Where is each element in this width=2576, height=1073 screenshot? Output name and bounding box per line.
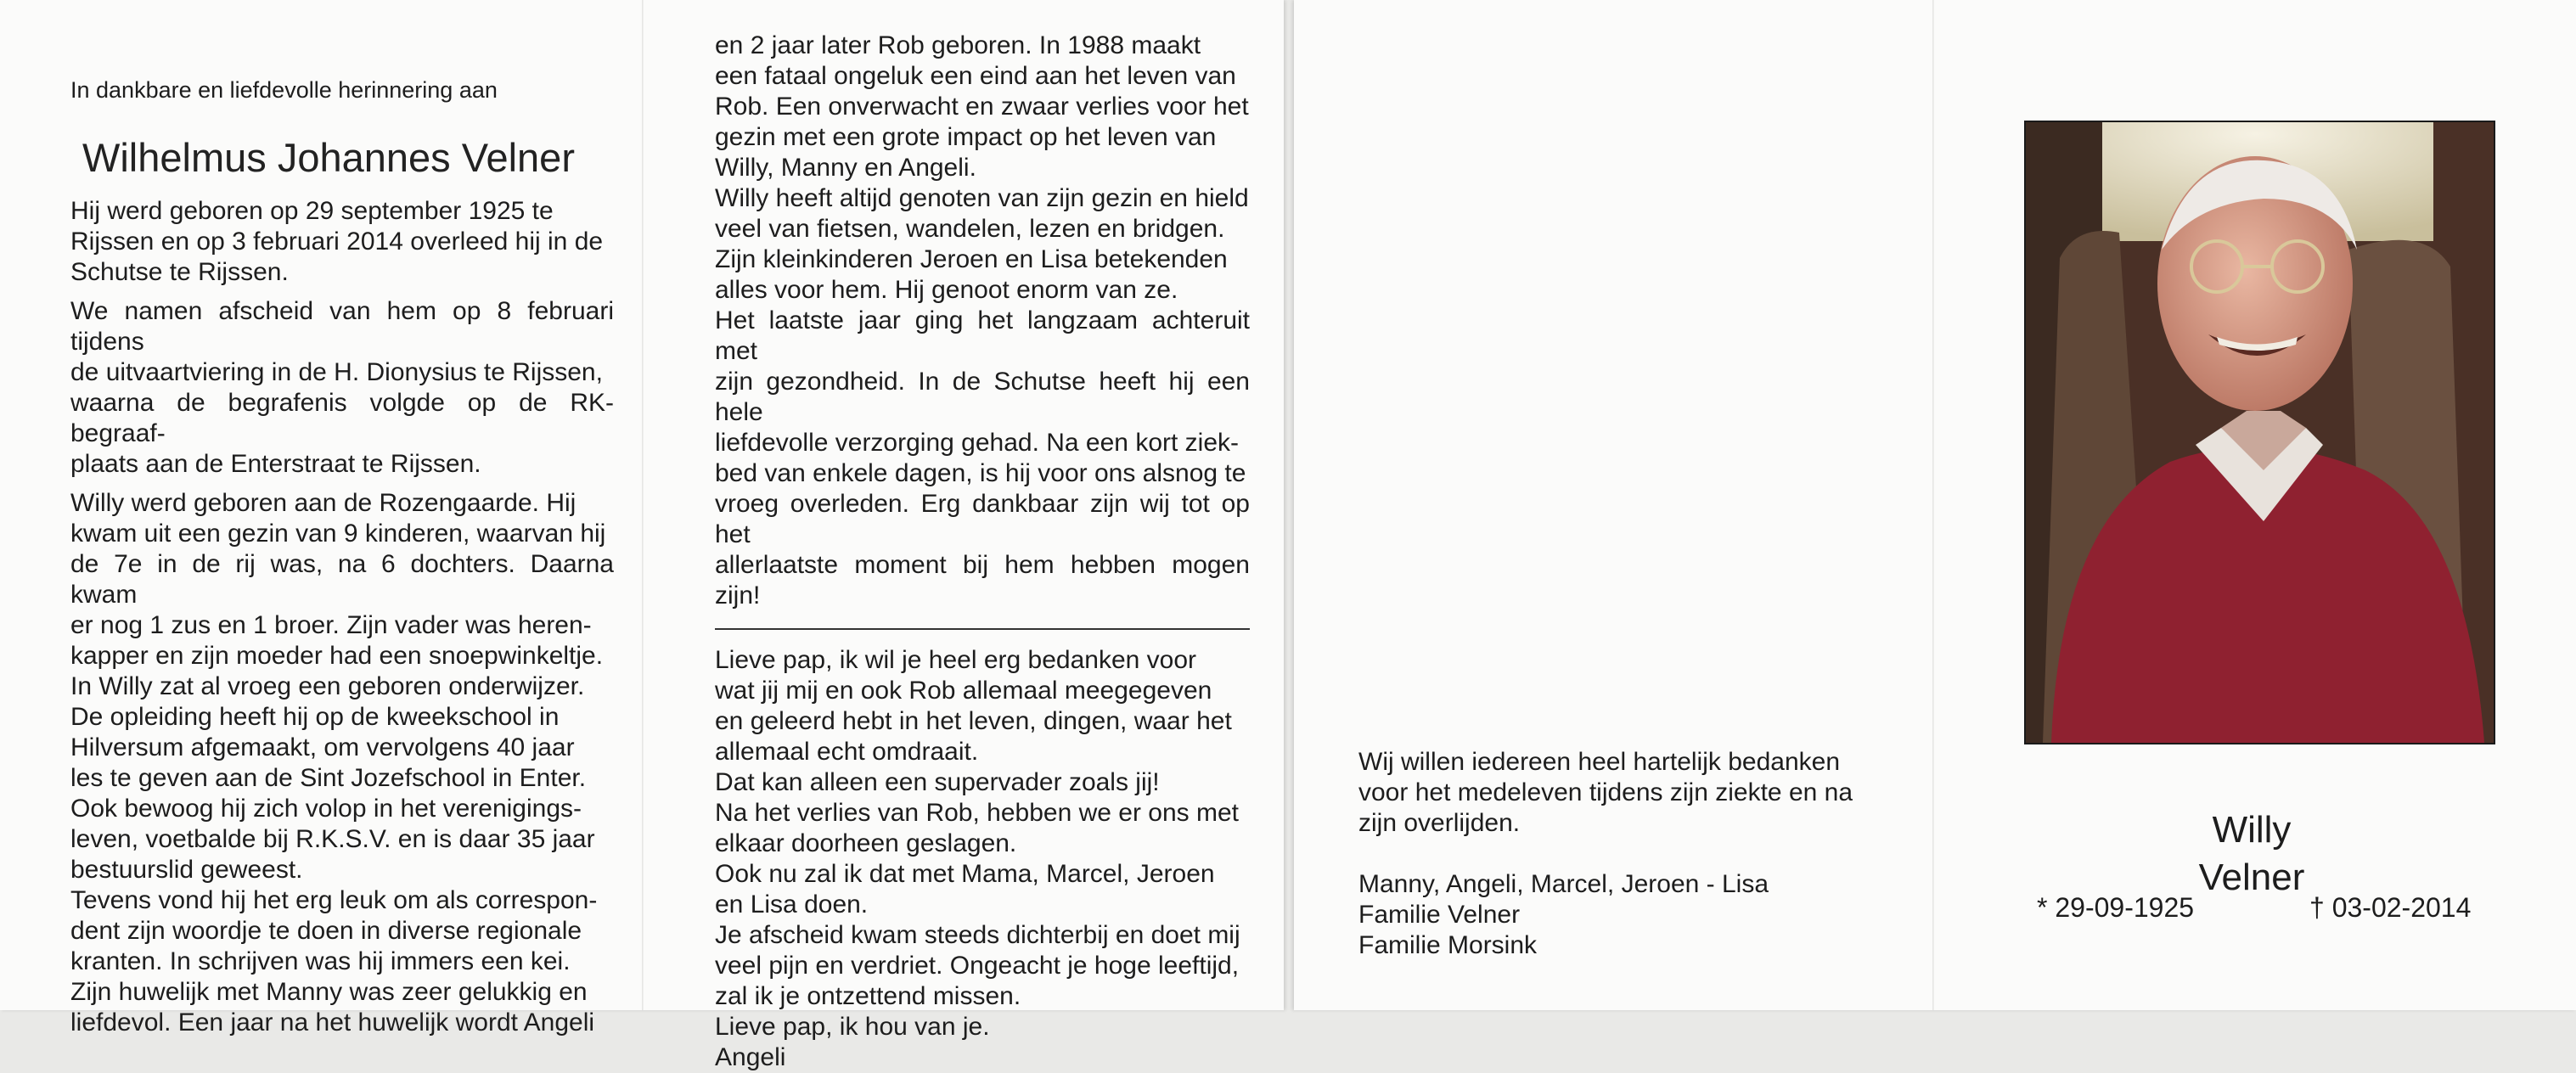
text-line: Rijssen en op 3 februari 2014 overleed hij in de [70,228,604,256]
text-line: Het laatste jaar ging het langzaam achteruit met [715,306,1250,365]
text-line: vroeg overleden. Erg dankbaar zijn wij tot op het [715,490,1250,548]
text-line: les te geven aan de Sint Jozefschool in Enter. [70,764,587,792]
text-line: een fataal ongeluk een eind aan het leven van [715,62,1236,90]
text-line: gezin met een grote impact op het leven van [715,123,1217,151]
death-date: † 03-02-2014 [2309,892,2472,923]
letter-from-angeli [715,645,1250,1073]
text-line: Willy heeft altijd genoten van zijn gezin en hield [715,184,1249,212]
letter-line: Na het verlies van Rob, hebben we er ons met [715,799,1240,827]
text-line: In Willy zat al vroeg een geboren onderwijzer. [70,672,585,700]
text-line: bed van enkele dagen, is hij voor ons alsnog te [715,459,1246,487]
dedication-line: In dankbare en liefdevolle herinnering aan [70,77,498,103]
text-line: dent zijn woordje te doen in diverse regionale [70,917,582,945]
text-line: zijn gezondheid. In de Schutse heeft hij een hele [715,368,1250,426]
letter-line: en Lisa doen. [715,890,869,919]
letter-line: Ook nu zal ik dat met Mama, Marcel, Jeroen [715,860,1215,888]
letter-line: wat jij mij en ook Rob allemaal meegegeven [715,677,1212,705]
thank-you-block [1358,747,1902,961]
family-line: Familie Velner [1358,901,1521,929]
text-line: Zijn huwelijk met Manny was zeer gelukkig en [70,978,588,1006]
letter-line: veel pijn en verdriet. Ongeacht je hoge leeftijd, [715,952,1240,980]
text-line: Schutse te Rijssen. [70,258,289,286]
text-line: plaats aan de Enterstraat te Rijssen. [70,450,481,478]
letter-line: Lieve pap, ik hou van je. [715,1013,990,1041]
text-line: liefdevol. Een jaar na het huwelijk wordt Angeli [70,1008,595,1036]
text-line: allerlaatste moment bij hem hebben mogen zijn! [715,551,1250,610]
family-names [1358,869,1902,961]
card-fold [1932,0,1934,1010]
biography-text-continued [715,31,1250,611]
text-line: de uitvaartviering in de H. Dionysius te Rijssen, [70,358,603,386]
text-line: en 2 jaar later Rob geboren. In 1988 maakt [715,31,1201,59]
letter-line: Dat kan alleen een supervader zoals jij! [715,768,1160,796]
memorial-card-inside [0,0,1284,1071]
biography-text [70,196,614,1038]
paragraph-gap [70,480,614,488]
thanks-line: voor het medeleven tijdens zijn ziekte en na [1358,778,1853,806]
text-line: Zijn kleinkinderen Jeroen en Lisa betekenden [715,245,1228,273]
text-line: bestuurslid geweest. [70,856,303,884]
family-line: Familie Morsink [1358,931,1538,959]
birth-date: * 29-09-1925 [2037,892,2195,923]
portrait-illustration [2026,122,2494,743]
letter-line: Je afscheid kwam steeds dichterbij en doet mij [715,921,1240,949]
text-line: Tevens vond hij het erg leuk om als correspon- [70,886,598,914]
thanks-line: zijn overlijden. [1358,809,1521,837]
text-line: alles voor hem. Hij genoot enorm van ze. [715,276,1178,304]
card-fold [642,0,644,1010]
text-line: Ook bewoog hij zich volop in het verenigings- [70,795,582,823]
letter-line: elkaar doorheen geslagen. [715,829,1017,857]
text-line: leven, voetbalde bij R.K.S.V. en is daar 35 jaar [70,825,595,853]
text-line: waarna de begrafenis volgde op de RK-begraaf- [70,389,614,447]
thank-you-text [1358,747,1902,839]
text-line: de 7e in de rij was, na 6 dochters. Daarna kwam [70,550,614,609]
deceased-name-caption: Willy Velner [2198,809,2305,898]
thanks-line: Wij willen iedereen heel hartelijk bedanken [1358,748,1840,776]
divider-line [715,628,1250,630]
text-line: liefdevolle verzorging gehad. Na een kort ziek- [715,429,1240,457]
text-line: Willy werd geboren aan de Rozengaarde. Hij [70,489,577,517]
text-line: Hij werd geboren op 29 september 1925 te [70,197,554,225]
text-line: kapper en zijn moeder had een snoepwinkeltje. [70,642,604,670]
memorial-card-back [1294,0,2576,1010]
text-line: Willy, Manny en Angeli. [715,154,976,182]
letter-line: en geleerd hebt in het leven, dingen, waar het [715,707,1232,735]
text-line: We namen afscheid van hem op 8 februari tijdens [70,297,614,356]
column-left [70,75,614,1038]
letter-line: zal ik je ontzettend missen. [715,982,1021,1010]
text-line: er nog 1 zus en 1 broer. Zijn vader was heren- [70,611,592,639]
letter-line: allemaal echt omdraait. [715,738,979,766]
paragraph-gap [70,288,614,296]
portrait-photo [2024,121,2495,744]
deceased-full-name: Wilhelmus Johannes Velner [82,135,575,180]
text-line: kwam uit een gezin van 9 kinderen, waarvan hij [70,520,606,548]
text-line: Hilversum afgemaakt, om vervolgens 40 jaar [70,733,575,761]
text-line: Rob. Een onverwacht en zwaar verlies voor het [715,93,1249,121]
text-line: De opleiding heeft hij op de kweekschool in [70,703,560,731]
caption-block [2175,806,2345,902]
text-line: kranten. In schrijven was hij immers een kei. [70,947,571,975]
family-line: Manny, Angeli, Marcel, Jeroen - Lisa [1358,870,1769,898]
column-right [715,31,1250,1073]
text-line: veel van fietsen, wandelen, lezen en bridgen. [715,215,1225,243]
letter-line: Angeli [715,1043,786,1071]
letter-line: Lieve pap, ik wil je heel erg bedanken voor [715,646,1197,674]
